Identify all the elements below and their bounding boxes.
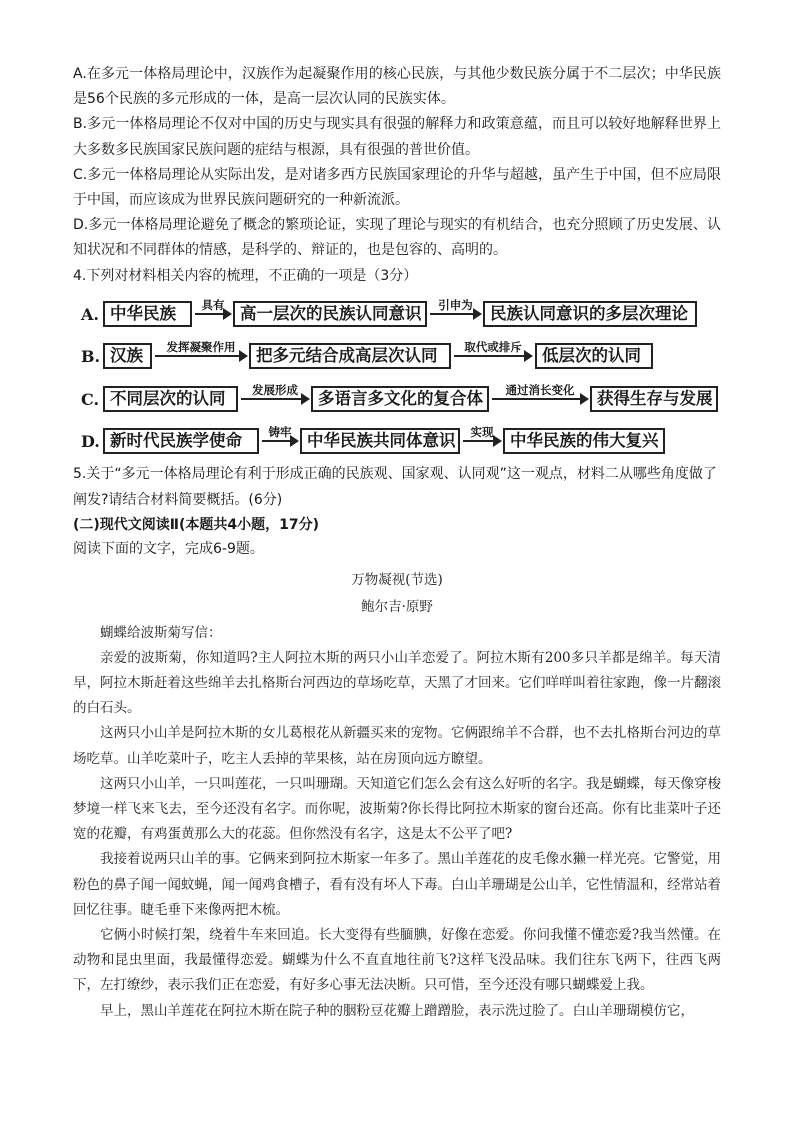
- flow-arrow: 铸牢: [260, 428, 300, 454]
- flow-arrow: 具有: [193, 301, 233, 327]
- flow-box: 不同层次的认同: [103, 386, 238, 412]
- flow-box: 汉族: [103, 343, 152, 369]
- option-b: B.多元一体格局理论不仅对中国的历史与现实具有很强的解释力和政策意蕴，而且可以较好地解释世界上大多数多民族国家民族问题的症结与根源，具有很强的普世价值。: [73, 116, 721, 158]
- flow-box: 多语言多文化的复合体: [311, 386, 489, 412]
- passage-title: 万物凝视(节选): [351, 571, 443, 588]
- flow-box: 低层次的认同: [535, 343, 653, 369]
- flow-arrow: 发挥凝聚作用: [153, 343, 249, 369]
- row-label: C.: [81, 390, 100, 410]
- flow-arrow: 引申为: [428, 301, 483, 327]
- passage-author: 鲍尔吉·原野: [361, 598, 433, 615]
- passage: [73, 567, 721, 1024]
- flow-box: 中华民族: [103, 301, 192, 327]
- flow-box: 中华民族的伟大复兴: [503, 428, 665, 454]
- reading-instruction: 阅读下面的文字，完成6-9题。: [73, 541, 264, 558]
- flow-arrow: 取代或排斥: [452, 343, 534, 369]
- flow-arrow: 发展形成: [239, 386, 311, 412]
- flow-box: 新时代民族学使命: [103, 428, 259, 454]
- question-5: 5.关于“多元一体格局理论有利于形成正确的民族观、国家观、认同观”这一观点，材料二从哪些角度做了阐发?请结合材料简要概括。(6分): [73, 466, 717, 508]
- row-label: A.: [81, 305, 99, 325]
- flow-box: 高一层次的民族认同意识: [233, 301, 427, 327]
- passage-salutation: 蝴蝶给波斯菊写信：: [100, 624, 222, 641]
- section-heading: (二)现代文阅读Ⅱ(本题共4小题，17分): [73, 517, 320, 534]
- flow-arrow: 实现: [461, 428, 503, 454]
- page: [73, 62, 721, 1024]
- flow-chart: [73, 295, 721, 460]
- flow-arrow: 通过消长变化: [490, 386, 590, 412]
- option-c: C.多元一体格局理论从实际出发，是对诸多西方民族国家理论的升华与超越，虽产生于中国，但不应局限于中国，而应该成为世界民族问题研究的一种新流派。: [73, 166, 721, 209]
- flow-box: 民族认同意识的多层次理论: [483, 301, 697, 327]
- passage-paragraph: 早上，黑山羊莲花在阿拉木斯在院子种的胭粉豆花瓣上蹭蹭脸，表示洗过脸了。白山羊珊瑚模仿它，: [100, 1002, 694, 1019]
- flow-box: 中华民族共同体意识: [300, 428, 460, 454]
- question-4: 4.下列对材料相关内容的梳理，不正确的一项是（3分）: [73, 267, 418, 284]
- passage-paragraph: 亲爱的波斯菊，你知道吗?主人阿拉木斯的两只小山羊恋爱了。阿拉木斯有200多只羊都是绵羊。每天清早，阿拉木斯赶着这些绵羊去扎格斯台河西边的草场吃草，天黑了才回来。它们咩咩叫着往家跑，像一片翻滚的白石头。: [73, 649, 721, 717]
- passage-paragraph: 它俩小时候打架，绕着牛车来回追。长大变得有些腼腆，好像在恋爱。你问我懂不懂恋爱?我当然懂。在动物和昆虫里面，我最懂得恋爱。蝴蝶为什么不直直地往前飞?这样飞没品味。我们往东飞两下，往西飞两下，左打缭纱，表示我们正在恋爱，有好多心事无法决断。只可惜，至今还没有哪只蝴蝶爱上我。: [73, 927, 721, 994]
- flow-box: 获得生存与发展: [590, 386, 718, 412]
- passage-paragraph: 这两只小山羊，一只叫莲花，一只叫珊瑚。天知道它们怎么会有这么好听的名字。我是蝴蝶，每天像穿梭梦境一样飞来飞去，至今还没有名字。而你呢，波斯菊?你长得比阿拉木斯家的窗台还高。你有比韭菜叶子还宽的花瓣，有鸡蛋黄那么大的花蕊。但你然没有名字，这是太不公平了吧?: [73, 775, 721, 843]
- passage-paragraph: 我接着说两只山羊的事。它俩来到阿拉木斯家一年多了。黑山羊莲花的皮毛像水獭一样光亮。它警觉，用粉色的鼻子闻一闻蚊蝇，闻一闻鸡食槽子，看有没有坏人下毒。白山羊珊瑚是公山羊，它性情温和，经常站着回忆往事。睫毛垂下来像两把木梳。: [73, 851, 721, 918]
- row-label: D.: [81, 432, 100, 452]
- row-label: B.: [81, 347, 101, 367]
- passage-paragraph: 这两只小山羊是阿拉木斯的女儿葛根花从新疆买来的宠物。它俩跟绵羊不合群，也不去扎格斯台河边的草场吃草。山羊吃菜叶子，吃主人丢掉的苹果核，站在房顶向远方瞭望。: [73, 725, 721, 767]
- option-a: A.在多元一体格局理论中，汉族作为起凝聚作用的核心民族，与其他少数民族分属于不二层次；中华民族是56个民族的多元形成的一体，是高一层次认同的民族实体。: [73, 66, 721, 108]
- option-d: D.多元一体格局理论避免了概念的繁琐论证，实现了理论与现实的有机结合，也充分照顾了历史发展、认知状况和不同群体的情感，是科学的、辩证的，也是包容的、高明的。: [73, 217, 721, 259]
- flow-box: 把多元结合成高层次认同: [249, 343, 451, 369]
